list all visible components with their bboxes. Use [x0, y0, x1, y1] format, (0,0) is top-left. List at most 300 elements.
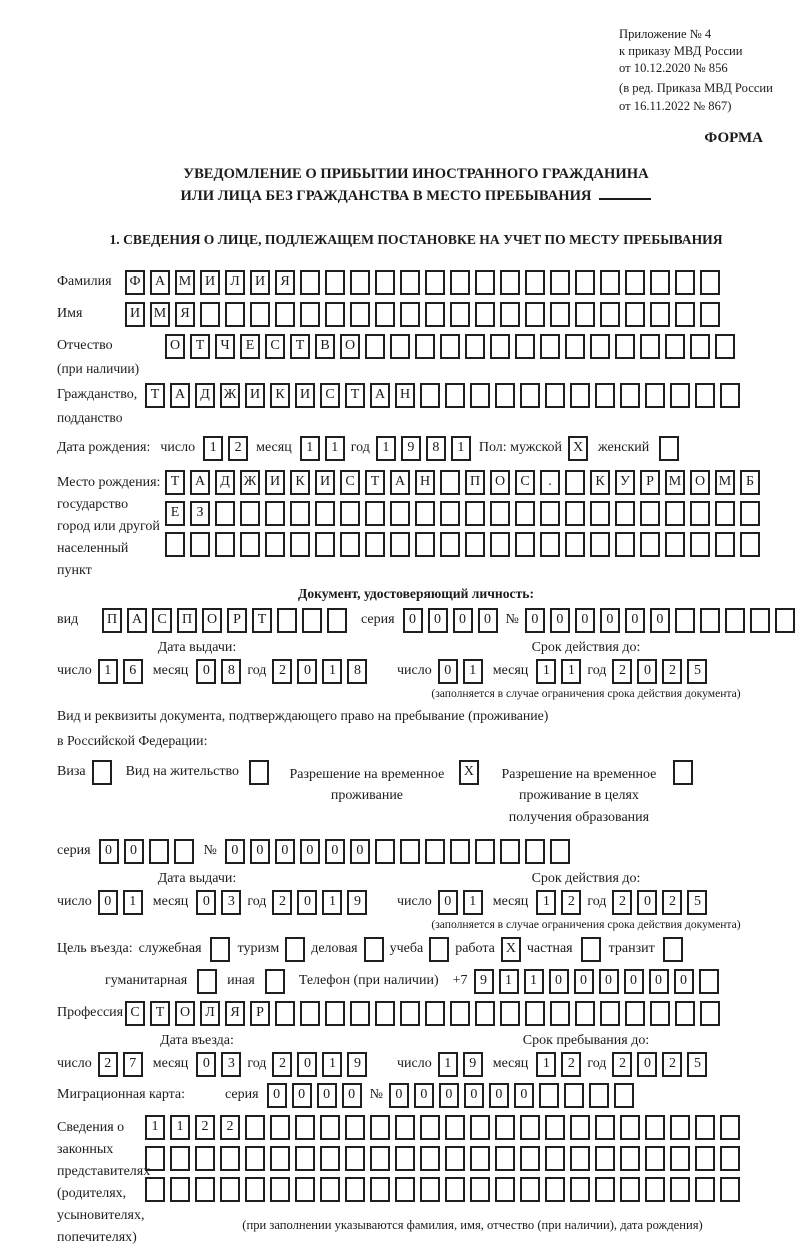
char-cell[interactable] — [345, 1146, 365, 1171]
char-cell[interactable]: 0 — [439, 1083, 459, 1108]
char-cell[interactable] — [540, 334, 560, 359]
char-cell[interactable] — [700, 608, 720, 633]
char-cell[interactable] — [245, 1146, 265, 1171]
char-cell[interactable] — [425, 270, 445, 295]
char-cell[interactable] — [197, 969, 217, 994]
char-cell[interactable]: 1 — [536, 659, 556, 684]
char-cell[interactable] — [375, 839, 395, 864]
char-cell[interactable]: 0 — [438, 659, 458, 684]
char-cell[interactable] — [525, 1001, 545, 1026]
char-cell[interactable]: И — [200, 270, 220, 295]
char-cell[interactable] — [415, 532, 435, 557]
char-cell[interactable] — [625, 302, 645, 327]
char-cell[interactable] — [614, 1083, 634, 1108]
char-cell[interactable]: П — [177, 608, 197, 633]
char-cell[interactable]: С — [152, 608, 172, 633]
char-cell[interactable] — [425, 839, 445, 864]
char-cell[interactable]: 0 — [525, 608, 545, 633]
char-cell[interactable] — [165, 532, 185, 557]
char-cell[interactable]: 0 — [438, 890, 458, 915]
char-cell[interactable] — [695, 383, 715, 408]
char-cell[interactable]: 0 — [389, 1083, 409, 1108]
char-cell[interactable] — [240, 501, 260, 526]
char-cell[interactable] — [740, 501, 760, 526]
char-cell[interactable] — [495, 1177, 515, 1202]
char-cell[interactable] — [750, 608, 770, 633]
char-cell[interactable]: 2 — [272, 890, 292, 915]
char-cell[interactable] — [575, 270, 595, 295]
char-cell[interactable]: 2 — [662, 659, 682, 684]
char-cell[interactable] — [190, 532, 210, 557]
char-cell[interactable]: Б — [740, 470, 760, 495]
char-cell[interactable] — [270, 1115, 290, 1140]
char-cell[interactable] — [340, 501, 360, 526]
char-cell[interactable] — [290, 501, 310, 526]
char-cell[interactable] — [545, 1115, 565, 1140]
char-cell[interactable]: 1 — [98, 659, 118, 684]
char-cell[interactable] — [595, 1115, 615, 1140]
char-cell[interactable]: Л — [200, 1001, 220, 1026]
char-cell[interactable] — [670, 1177, 690, 1202]
char-cell[interactable] — [620, 1146, 640, 1171]
char-cell[interactable]: О — [202, 608, 222, 633]
char-cell[interactable] — [277, 608, 297, 633]
char-cell[interactable]: 0 — [325, 839, 345, 864]
char-cell[interactable]: Л — [225, 270, 245, 295]
char-cell[interactable]: О — [165, 334, 185, 359]
char-cell[interactable]: 0 — [196, 890, 216, 915]
char-cell[interactable] — [265, 501, 285, 526]
char-cell[interactable]: Т — [150, 1001, 170, 1026]
char-cell[interactable] — [450, 302, 470, 327]
char-cell[interactable]: А — [390, 470, 410, 495]
char-cell[interactable] — [515, 532, 535, 557]
char-cell[interactable]: 8 — [426, 436, 446, 461]
char-cell[interactable] — [370, 1146, 390, 1171]
char-cell[interactable] — [690, 501, 710, 526]
char-cell[interactable]: Т — [365, 470, 385, 495]
char-cell[interactable]: П — [465, 470, 485, 495]
char-cell[interactable]: 1 — [325, 436, 345, 461]
char-cell[interactable] — [220, 1146, 240, 1171]
char-cell[interactable]: С — [125, 1001, 145, 1026]
char-cell[interactable]: 1 — [438, 1052, 458, 1077]
char-cell[interactable] — [270, 1146, 290, 1171]
char-cell[interactable]: 0 — [124, 839, 144, 864]
char-cell[interactable] — [715, 532, 735, 557]
char-cell[interactable] — [690, 532, 710, 557]
char-cell[interactable] — [600, 270, 620, 295]
char-cell[interactable] — [620, 1177, 640, 1202]
char-cell[interactable]: 2 — [612, 659, 632, 684]
char-cell[interactable] — [663, 937, 683, 962]
char-cell[interactable] — [620, 383, 640, 408]
char-cell[interactable] — [725, 608, 745, 633]
char-cell[interactable] — [315, 501, 335, 526]
char-cell[interactable] — [665, 532, 685, 557]
char-cell[interactable]: 2 — [612, 1052, 632, 1077]
char-cell[interactable] — [590, 501, 610, 526]
char-cell[interactable]: А — [127, 608, 147, 633]
char-cell[interactable] — [350, 270, 370, 295]
char-cell[interactable]: 0 — [98, 890, 118, 915]
char-cell[interactable] — [249, 760, 269, 785]
char-cell[interactable]: М — [150, 302, 170, 327]
char-cell[interactable] — [170, 1177, 190, 1202]
char-cell[interactable] — [520, 1115, 540, 1140]
char-cell[interactable] — [325, 270, 345, 295]
char-cell[interactable] — [415, 334, 435, 359]
char-cell[interactable] — [270, 1177, 290, 1202]
char-cell[interactable] — [425, 302, 445, 327]
char-cell[interactable] — [275, 1001, 295, 1026]
char-cell[interactable]: А — [150, 270, 170, 295]
char-cell[interactable]: 0 — [225, 839, 245, 864]
char-cell[interactable]: 0 — [478, 608, 498, 633]
char-cell[interactable] — [495, 1146, 515, 1171]
char-cell[interactable]: Ф — [125, 270, 145, 295]
char-cell[interactable]: 2 — [195, 1115, 215, 1140]
char-cell[interactable] — [570, 383, 590, 408]
char-cell[interactable]: 2 — [98, 1052, 118, 1077]
char-cell[interactable] — [720, 1115, 740, 1140]
char-cell[interactable] — [600, 302, 620, 327]
char-cell[interactable] — [375, 270, 395, 295]
char-cell[interactable]: И — [245, 383, 265, 408]
char-cell[interactable] — [675, 270, 695, 295]
char-cell[interactable]: 2 — [228, 436, 248, 461]
char-cell[interactable] — [675, 608, 695, 633]
char-cell[interactable] — [365, 501, 385, 526]
char-cell[interactable] — [495, 383, 515, 408]
char-cell[interactable] — [715, 501, 735, 526]
char-cell[interactable] — [720, 1177, 740, 1202]
char-cell[interactable]: 1 — [561, 659, 581, 684]
char-cell[interactable]: П — [102, 608, 122, 633]
char-cell[interactable]: 9 — [347, 1052, 367, 1077]
char-cell[interactable] — [245, 1115, 265, 1140]
char-cell[interactable] — [475, 270, 495, 295]
char-cell[interactable] — [265, 969, 285, 994]
char-cell[interactable]: М — [665, 470, 685, 495]
char-cell[interactable] — [590, 334, 610, 359]
char-cell[interactable]: Ж — [220, 383, 240, 408]
char-cell[interactable]: 0 — [649, 969, 669, 994]
char-cell[interactable] — [225, 302, 245, 327]
char-cell[interactable]: 2 — [272, 659, 292, 684]
char-cell[interactable] — [650, 302, 670, 327]
char-cell[interactable] — [475, 839, 495, 864]
char-cell[interactable] — [550, 270, 570, 295]
char-cell[interactable]: К — [590, 470, 610, 495]
char-cell[interactable] — [625, 1001, 645, 1026]
char-cell[interactable]: 0 — [250, 839, 270, 864]
char-cell[interactable] — [295, 1146, 315, 1171]
char-cell[interactable] — [590, 532, 610, 557]
char-cell[interactable] — [600, 1001, 620, 1026]
char-cell[interactable]: 1 — [463, 659, 483, 684]
char-cell[interactable] — [570, 1177, 590, 1202]
char-cell[interactable] — [295, 1115, 315, 1140]
char-cell[interactable]: 0 — [414, 1083, 434, 1108]
char-cell[interactable] — [92, 760, 112, 785]
char-cell[interactable] — [365, 334, 385, 359]
char-cell[interactable] — [645, 383, 665, 408]
char-cell[interactable] — [475, 302, 495, 327]
char-cell[interactable] — [320, 1177, 340, 1202]
char-cell[interactable] — [675, 1001, 695, 1026]
char-cell[interactable] — [690, 334, 710, 359]
char-cell[interactable]: Т — [165, 470, 185, 495]
char-cell[interactable] — [440, 334, 460, 359]
char-cell[interactable]: 0 — [297, 659, 317, 684]
char-cell[interactable]: Т — [252, 608, 272, 633]
char-cell[interactable]: З — [190, 501, 210, 526]
char-cell[interactable] — [450, 1001, 470, 1026]
char-cell[interactable]: 1 — [463, 890, 483, 915]
char-cell[interactable]: 0 — [599, 969, 619, 994]
char-cell[interactable] — [490, 334, 510, 359]
char-cell[interactable]: 3 — [221, 890, 241, 915]
char-cell[interactable] — [675, 302, 695, 327]
char-cell[interactable]: Д — [195, 383, 215, 408]
char-cell[interactable]: О — [490, 470, 510, 495]
char-cell[interactable] — [400, 270, 420, 295]
char-cell[interactable]: А — [370, 383, 390, 408]
char-cell[interactable] — [195, 1146, 215, 1171]
char-cell[interactable] — [525, 270, 545, 295]
char-cell[interactable] — [490, 501, 510, 526]
char-cell[interactable] — [300, 1001, 320, 1026]
char-cell[interactable] — [145, 1177, 165, 1202]
char-cell[interactable]: И — [265, 470, 285, 495]
char-cell[interactable] — [695, 1177, 715, 1202]
char-cell[interactable] — [390, 532, 410, 557]
char-cell[interactable]: 2 — [561, 1052, 581, 1077]
char-cell[interactable] — [659, 436, 679, 461]
char-cell[interactable] — [470, 1146, 490, 1171]
char-cell[interactable]: О — [690, 470, 710, 495]
char-cell[interactable] — [670, 1115, 690, 1140]
char-cell[interactable] — [665, 334, 685, 359]
char-cell[interactable] — [327, 608, 347, 633]
char-cell[interactable] — [250, 302, 270, 327]
char-cell[interactable] — [195, 1177, 215, 1202]
char-cell[interactable] — [645, 1177, 665, 1202]
char-cell[interactable]: 0 — [196, 659, 216, 684]
char-cell[interactable]: 5 — [687, 659, 707, 684]
char-cell[interactable]: 5 — [687, 890, 707, 915]
char-cell[interactable]: 0 — [196, 1052, 216, 1077]
char-cell[interactable]: 1 — [536, 1052, 556, 1077]
char-cell[interactable] — [300, 270, 320, 295]
char-cell[interactable] — [565, 532, 585, 557]
char-cell[interactable]: М — [715, 470, 735, 495]
char-cell[interactable]: 5 — [687, 1052, 707, 1077]
char-cell[interactable]: 9 — [463, 1052, 483, 1077]
char-cell[interactable] — [395, 1146, 415, 1171]
char-cell[interactable]: 0 — [297, 1052, 317, 1077]
char-cell[interactable] — [615, 334, 635, 359]
char-cell[interactable]: 2 — [220, 1115, 240, 1140]
char-cell[interactable] — [515, 501, 535, 526]
char-cell[interactable] — [520, 1177, 540, 1202]
char-cell[interactable]: 1 — [451, 436, 471, 461]
char-cell[interactable] — [285, 937, 305, 962]
char-cell[interactable] — [390, 501, 410, 526]
char-cell[interactable]: 2 — [662, 890, 682, 915]
char-cell[interactable]: 2 — [662, 1052, 682, 1077]
char-cell[interactable]: 0 — [637, 1052, 657, 1077]
char-cell[interactable] — [375, 302, 395, 327]
char-cell[interactable] — [240, 532, 260, 557]
char-cell[interactable]: А — [190, 470, 210, 495]
char-cell[interactable] — [550, 302, 570, 327]
char-cell[interactable] — [670, 383, 690, 408]
char-cell[interactable]: Ч — [215, 334, 235, 359]
char-cell[interactable]: А — [170, 383, 190, 408]
char-cell[interactable]: О — [175, 1001, 195, 1026]
char-cell[interactable] — [290, 532, 310, 557]
char-cell[interactable]: X — [459, 760, 479, 785]
char-cell[interactable]: 1 — [524, 969, 544, 994]
char-cell[interactable] — [699, 969, 719, 994]
char-cell[interactable] — [525, 839, 545, 864]
char-cell[interactable] — [500, 302, 520, 327]
char-cell[interactable]: 8 — [347, 659, 367, 684]
char-cell[interactable]: 0 — [637, 890, 657, 915]
char-cell[interactable] — [375, 1001, 395, 1026]
char-cell[interactable] — [595, 1177, 615, 1202]
char-cell[interactable]: 9 — [474, 969, 494, 994]
char-cell[interactable] — [570, 1146, 590, 1171]
char-cell[interactable] — [370, 1177, 390, 1202]
char-cell[interactable] — [550, 1001, 570, 1026]
char-cell[interactable] — [575, 302, 595, 327]
char-cell[interactable] — [640, 501, 660, 526]
char-cell[interactable] — [350, 302, 370, 327]
char-cell[interactable]: Т — [190, 334, 210, 359]
char-cell[interactable] — [775, 608, 795, 633]
char-cell[interactable]: 9 — [347, 890, 367, 915]
char-cell[interactable]: Р — [250, 1001, 270, 1026]
char-cell[interactable]: И — [315, 470, 335, 495]
char-cell[interactable]: 0 — [300, 839, 320, 864]
char-cell[interactable] — [720, 1146, 740, 1171]
char-cell[interactable] — [210, 937, 230, 962]
char-cell[interactable]: 0 — [624, 969, 644, 994]
char-cell[interactable] — [625, 270, 645, 295]
char-cell[interactable]: 0 — [292, 1083, 312, 1108]
char-cell[interactable] — [615, 501, 635, 526]
char-cell[interactable]: Н — [415, 470, 435, 495]
char-cell[interactable] — [425, 1001, 445, 1026]
char-cell[interactable] — [700, 270, 720, 295]
char-cell[interactable] — [245, 1177, 265, 1202]
char-cell[interactable]: И — [250, 270, 270, 295]
char-cell[interactable] — [325, 302, 345, 327]
char-cell[interactable]: 2 — [561, 890, 581, 915]
char-cell[interactable]: Т — [290, 334, 310, 359]
char-cell[interactable] — [520, 1146, 540, 1171]
char-cell[interactable]: 1 — [322, 890, 342, 915]
char-cell[interactable]: X — [501, 937, 521, 962]
char-cell[interactable] — [149, 839, 169, 864]
char-cell[interactable]: Ж — [240, 470, 260, 495]
char-cell[interactable]: С — [320, 383, 340, 408]
char-cell[interactable]: 0 — [428, 608, 448, 633]
char-cell[interactable] — [395, 1115, 415, 1140]
char-cell[interactable]: 6 — [123, 659, 143, 684]
char-cell[interactable]: 0 — [297, 890, 317, 915]
char-cell[interactable]: 1 — [123, 890, 143, 915]
char-cell[interactable] — [320, 1115, 340, 1140]
char-cell[interactable] — [400, 302, 420, 327]
char-cell[interactable] — [315, 532, 335, 557]
char-cell[interactable] — [465, 501, 485, 526]
char-cell[interactable] — [345, 1177, 365, 1202]
char-cell[interactable] — [490, 532, 510, 557]
char-cell[interactable] — [420, 1177, 440, 1202]
char-cell[interactable] — [581, 937, 601, 962]
char-cell[interactable]: В — [315, 334, 335, 359]
char-cell[interactable] — [145, 1146, 165, 1171]
char-cell[interactable]: 9 — [401, 436, 421, 461]
char-cell[interactable]: 0 — [342, 1083, 362, 1108]
char-cell[interactable]: 1 — [170, 1115, 190, 1140]
char-cell[interactable] — [320, 1146, 340, 1171]
char-cell[interactable] — [420, 383, 440, 408]
char-cell[interactable] — [420, 1146, 440, 1171]
char-cell[interactable] — [620, 1115, 640, 1140]
char-cell[interactable] — [545, 1177, 565, 1202]
char-cell[interactable] — [445, 1115, 465, 1140]
char-cell[interactable] — [370, 1115, 390, 1140]
char-cell[interactable] — [345, 1115, 365, 1140]
char-cell[interactable]: 0 — [350, 839, 370, 864]
char-cell[interactable] — [365, 532, 385, 557]
char-cell[interactable] — [440, 501, 460, 526]
char-cell[interactable]: С — [340, 470, 360, 495]
char-cell[interactable]: 1 — [203, 436, 223, 461]
char-cell[interactable] — [220, 1177, 240, 1202]
char-cell[interactable] — [539, 1083, 559, 1108]
char-cell[interactable] — [350, 1001, 370, 1026]
char-cell[interactable]: 0 — [574, 969, 594, 994]
char-cell[interactable]: 1 — [322, 659, 342, 684]
char-cell[interactable] — [670, 1146, 690, 1171]
char-cell[interactable] — [265, 532, 285, 557]
char-cell[interactable]: Д — [215, 470, 235, 495]
char-cell[interactable]: Я — [275, 270, 295, 295]
char-cell[interactable]: У — [615, 470, 635, 495]
char-cell[interactable] — [650, 1001, 670, 1026]
char-cell[interactable] — [470, 1115, 490, 1140]
char-cell[interactable] — [475, 1001, 495, 1026]
char-cell[interactable] — [429, 937, 449, 962]
char-cell[interactable] — [673, 760, 693, 785]
char-cell[interactable] — [400, 1001, 420, 1026]
char-cell[interactable] — [515, 334, 535, 359]
char-cell[interactable]: Р — [227, 608, 247, 633]
char-cell[interactable]: 1 — [376, 436, 396, 461]
char-cell[interactable] — [595, 383, 615, 408]
char-cell[interactable] — [695, 1146, 715, 1171]
char-cell[interactable]: 1 — [300, 436, 320, 461]
char-cell[interactable] — [550, 839, 570, 864]
char-cell[interactable] — [200, 302, 220, 327]
char-cell[interactable]: 0 — [550, 608, 570, 633]
